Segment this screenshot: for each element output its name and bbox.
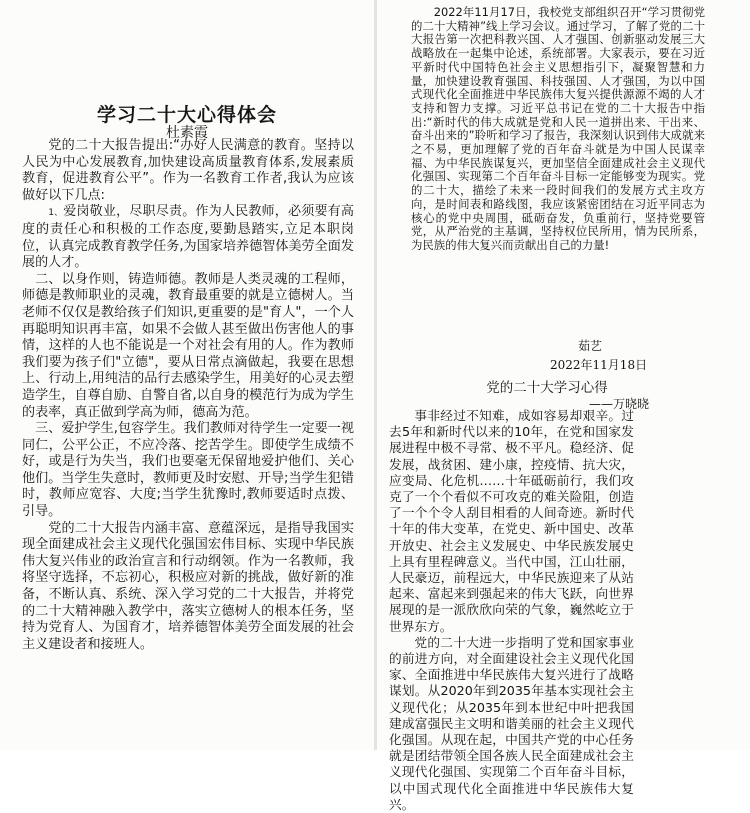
point-three-paragraph: 三、爱护学生,包容学生。我们教师对待学生一定要一视同仁，公平公正，不应冷落、挖苦学生。即使学生成绩不好，或是行为失当，我们也要毫无保留地爱护他们、关心他们。当学生失意时，教师更及时安慰、开导;当学生犯错时，教师应宽容、大度;当学生犹豫时,教师要适时点拨、引导。 bbox=[22, 421, 354, 520]
conclusion-paragraph: 党的二十大报告内涵丰富、意蕴深远，是指导我国实现全面建成社会主义现代化强国宏伟目标、实现中华民族伟大复兴伟业的政治宣言和行动纲领。作为一名教师，我将坚守选择，不忘初心，积极应对新的挑战，做好新的准备，不断认真、系统、深入学习党的二十大报告，并将党的二十大精神融入教学中，落实立德树人的根本任务，坚持为党育人、为国育才，培养德智体美劳全面发展的社会主义建设者和接班人。 bbox=[22, 520, 354, 652]
intro-paragraph: 党的二十大报告提出:“办好人民满意的教育。坚持以人民为中心发展教育,加快建设高质量教育体系,发展素质教育，促进教育公平”。作为一名教育工作者,我认为应该做好以下几点: bbox=[22, 138, 354, 203]
right-document bbox=[377, 0, 750, 812]
right-document-body bbox=[389, 408, 634, 813]
point-one-paragraph bbox=[22, 204, 354, 271]
left-document-author: 杜素霞 bbox=[166, 125, 208, 141]
point-two-paragraph: 二、以身作则，铸造师德。教师是人类灵魂的工程师，师德是教师职业的灵魂，教育最重要的就是立德树人。当老师不仅仅是教给孩子们知识,更重要的是"育人"，一个人再聪明知识再丰富，如果不会做人甚至做出伤害他人的事情，这样的人也不能说是一个对社会有用的人。作为教师我们要为孩子们"立德"，要从日常点滴做起，我要在思想上、行动上,用纯洁的品行去感染学生，用美好的心灵去塑造学生，自尊自励、自警自省,以自身的模范行为成为学生的表率，真正做到学高为师，德高为范。 bbox=[22, 271, 354, 420]
signature-date: 2022年11月18日 bbox=[550, 358, 648, 372]
left-document-body bbox=[22, 138, 354, 653]
left-document-title: 学习二十大心得体会 bbox=[96, 104, 277, 126]
right-document-author: ——万晓晓 bbox=[589, 397, 650, 411]
meeting-report-paragraph: 2022年11月17日，我校党支部组织召开“学习贯彻党的二十大精神”线上学习会议。通过学习，了解了党的二十大报告第一次把科教兴国、人才强国、创新驱动发展三大战略放在一起集中论述，系统部署。大家表示，要在习近平新时代中国特色社会主义思想指引下，凝聚智慧和力量，加快建设教育强国、科技强国、人才强国，为以中国式现代化全面推进中华民族伟大复兴提供源源不竭的人才支持和智力支撑。习近平总书记在党的二十大报告中指出:“新时代的伟大成就是党和人民一道拼出来、干出来、奋斗出来的”聆听和学习了报告，我深刻认识到伟大成就来之不易，更加理解了党的百年奋斗就是为中国人民谋幸福、为中华民族谋复兴，更加坚信全面建成社会主义现代化强国、实现第二个百年奋斗目标一定能够变为现实。党的二十大，描绘了未来一段时间我们的发展方式主攻方向，是时间表和路线图，我应该紧密团结在习近平同志为核心的党中央周围，砥砺奋发，负重前行，坚持党要管党，从严治党的主基调，坚持权位民所用，情为民所系，为民族的伟大复兴而贡献出自己的力量! bbox=[411, 5, 705, 252]
right-document-title: 党的二十大学习心得 bbox=[486, 380, 608, 396]
point-one-text: 爱岗敬业，尽职尽责。作为人民教师，必须要有高度的责任心和积极的工作态度,要勤恳踏实,立足本职岗位，认真完成教育教学任务,为国家培养德智体美劳全面发展的人才。 bbox=[22, 204, 355, 271]
right-paragraph-two: 党的二十大进一步指明了党和国家事业的前进方向，对全面建设社会主义现代化国家、全面推进中华民族伟大复兴进行了战略谋划。从2020年到2035年基本实现社会主义现代化；从2035年到本世纪中叶把我国建成富强民主文明和谐美丽的社会主义现代化强国。从现在起，中国共产党的中心任务就是团结带领全国各族人民全面建成社会主义现代化强国、实现第二个百年奋斗目标，以中国式现代化全面推进中华民族伟大复兴。 bbox=[389, 634, 634, 812]
left-document bbox=[0, 0, 374, 750]
signature-name: 茹艺 bbox=[578, 339, 603, 353]
meeting-report bbox=[411, 6, 705, 253]
right-paragraph-one: 事非经过不知难，成如容易却艰辛。过去5年和新时代以来的10年，在党和国家发展进程中极不寻常、极不平凡。稳经济、促发展，战贫困、建小康，控疫情、抗大灾，应变局、化危机……十年砥砺前行，我们攻克了一个个看似不可攻克的难关险阻，创造了一个个令人刮目相看的人间奇迹。新时代十年的伟大变革，在党史、新中国史、改革开放史、社会主义发展史、中华民族发展史上具有里程碑意义。当代中国，江山壮丽，人民豪迈，前程远大，中华民族迎来了从站起来、富起来到强起来的伟大飞跃，向世界展现的是一派欣欣向荣的气象，巍然屹立于世界东方。 bbox=[389, 408, 634, 634]
point-one-number: 1、 bbox=[48, 208, 64, 219]
